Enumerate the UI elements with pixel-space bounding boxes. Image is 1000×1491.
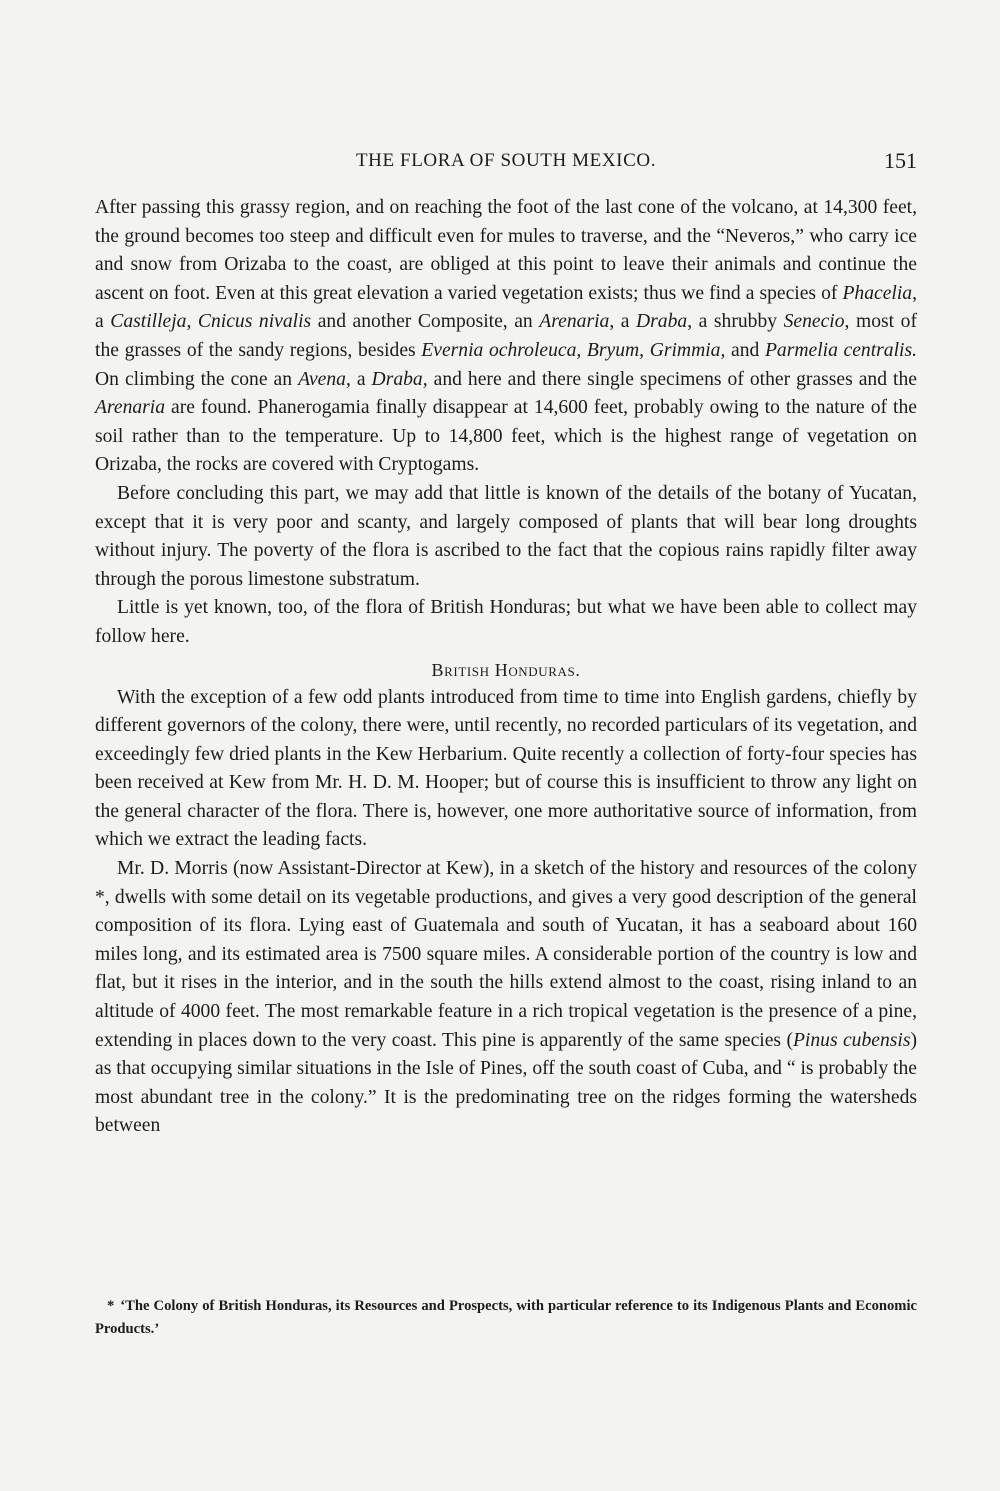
- paragraph-kew-herbarium: With the exception of a few odd plants introduced from time to time into English gardens, chiefly by different governors of the colony, there were, until recently, no recorded particulars of its vegetation, and exceedingly few dried plants in the Kew Herbarium. Quite recently a collection of forty-four species has been received at Kew from Mr. H. D. M. Hooper; but of course this is insufficient to throw any light on the general character of the flora. There is, however, one more authoritative source of information, from which we extract the leading facts.: [95, 686, 917, 851]
- body-text: [95, 194, 917, 1141]
- paragraph-british-honduras-intro: Little is yet known, too, of the flora of British Honduras; but what we have been able to collect may follow here.: [95, 597, 917, 647]
- footnote-mark: *: [107, 1298, 115, 1314]
- paragraph-morris: Mr. D. Morris (now Assistant-Director at Kew), in a sketch of the history and resources of the colony *, dwells with some detail on its vegetable productions, and gives a very good description of the general composition of its flora. Lying east of Guatemala and south of Yucatan, it has a seaboard about 160 miles long, and its estimated area is 7500 square miles. A considerable portion of the country is low and flat, but it rises in the interior, and in the south the hills extend almost to the coast, rising inland to an altitude of 4000 feet. The most remarkable feature in a rich tropical vegetation is the presence of a pine, extending in places down to the very coast. This pine is apparently of the same species (Pinus cubensis) as that occupying similar situations in the Isle of Pines, off the south coast of Cuba, and “ is probably the most abundant tree in the colony.” It is the predominating tree on the ridges forming the watersheds between: [95, 858, 917, 1137]
- footnote: [95, 1295, 917, 1341]
- page-header: [95, 148, 917, 178]
- paragraph-orizaba: After passing this grassy region, and on reaching the foot of the last cone of the volcano, at 14,300 feet, the ground becomes too steep and difficult even for mules to traverse, and the “Neveros,” who carry ice and snow from Orizaba to the coast, are obliged at this point to leave their animals and continue the ascent on foot. Even at this great elevation a varied vegetation exists; thus we find a species of Phacelia, a Castilleja, Cnicus nivalis and another Composite, an Arenaria, a Draba, a shrubby Senecio, most of the grasses of the sandy regions, besides Evernia ochroleuca, Bryum, Grimmia, and Parmelia centralis. On climbing the cone an Avena, a Draba, and here and there single specimens of other grasses and the Arenaria are found. Phanerogamia finally disappear at 14,600 feet, probably owing to the nature of the soil rather than to the temperature. Up to 14,800 feet, which is the highest range of vegetation on Orizaba, the rocks are covered with Cryptogams.: [95, 197, 918, 476]
- paragraph-yucatan: Before concluding this part, we may add that little is known of the details of the botany of Yucatan, except that it is very poor and scanty, and largely composed of plants that will bear long droughts without injury. The poverty of the flora is ascribed to the fact that the copious rains rapidly filter away through the porous limestone substratum.: [95, 482, 917, 590]
- running-head: THE FLORA OF SOUTH MEXICO.: [355, 150, 657, 171]
- footnote-text: ‘The Colony of British Honduras, its Resources and Prospects, with particular reference to its Indigenous Plants and Economic Products.’: [95, 1298, 917, 1337]
- section-heading: British Honduras.: [431, 659, 581, 680]
- page-number: 151: [884, 148, 917, 173]
